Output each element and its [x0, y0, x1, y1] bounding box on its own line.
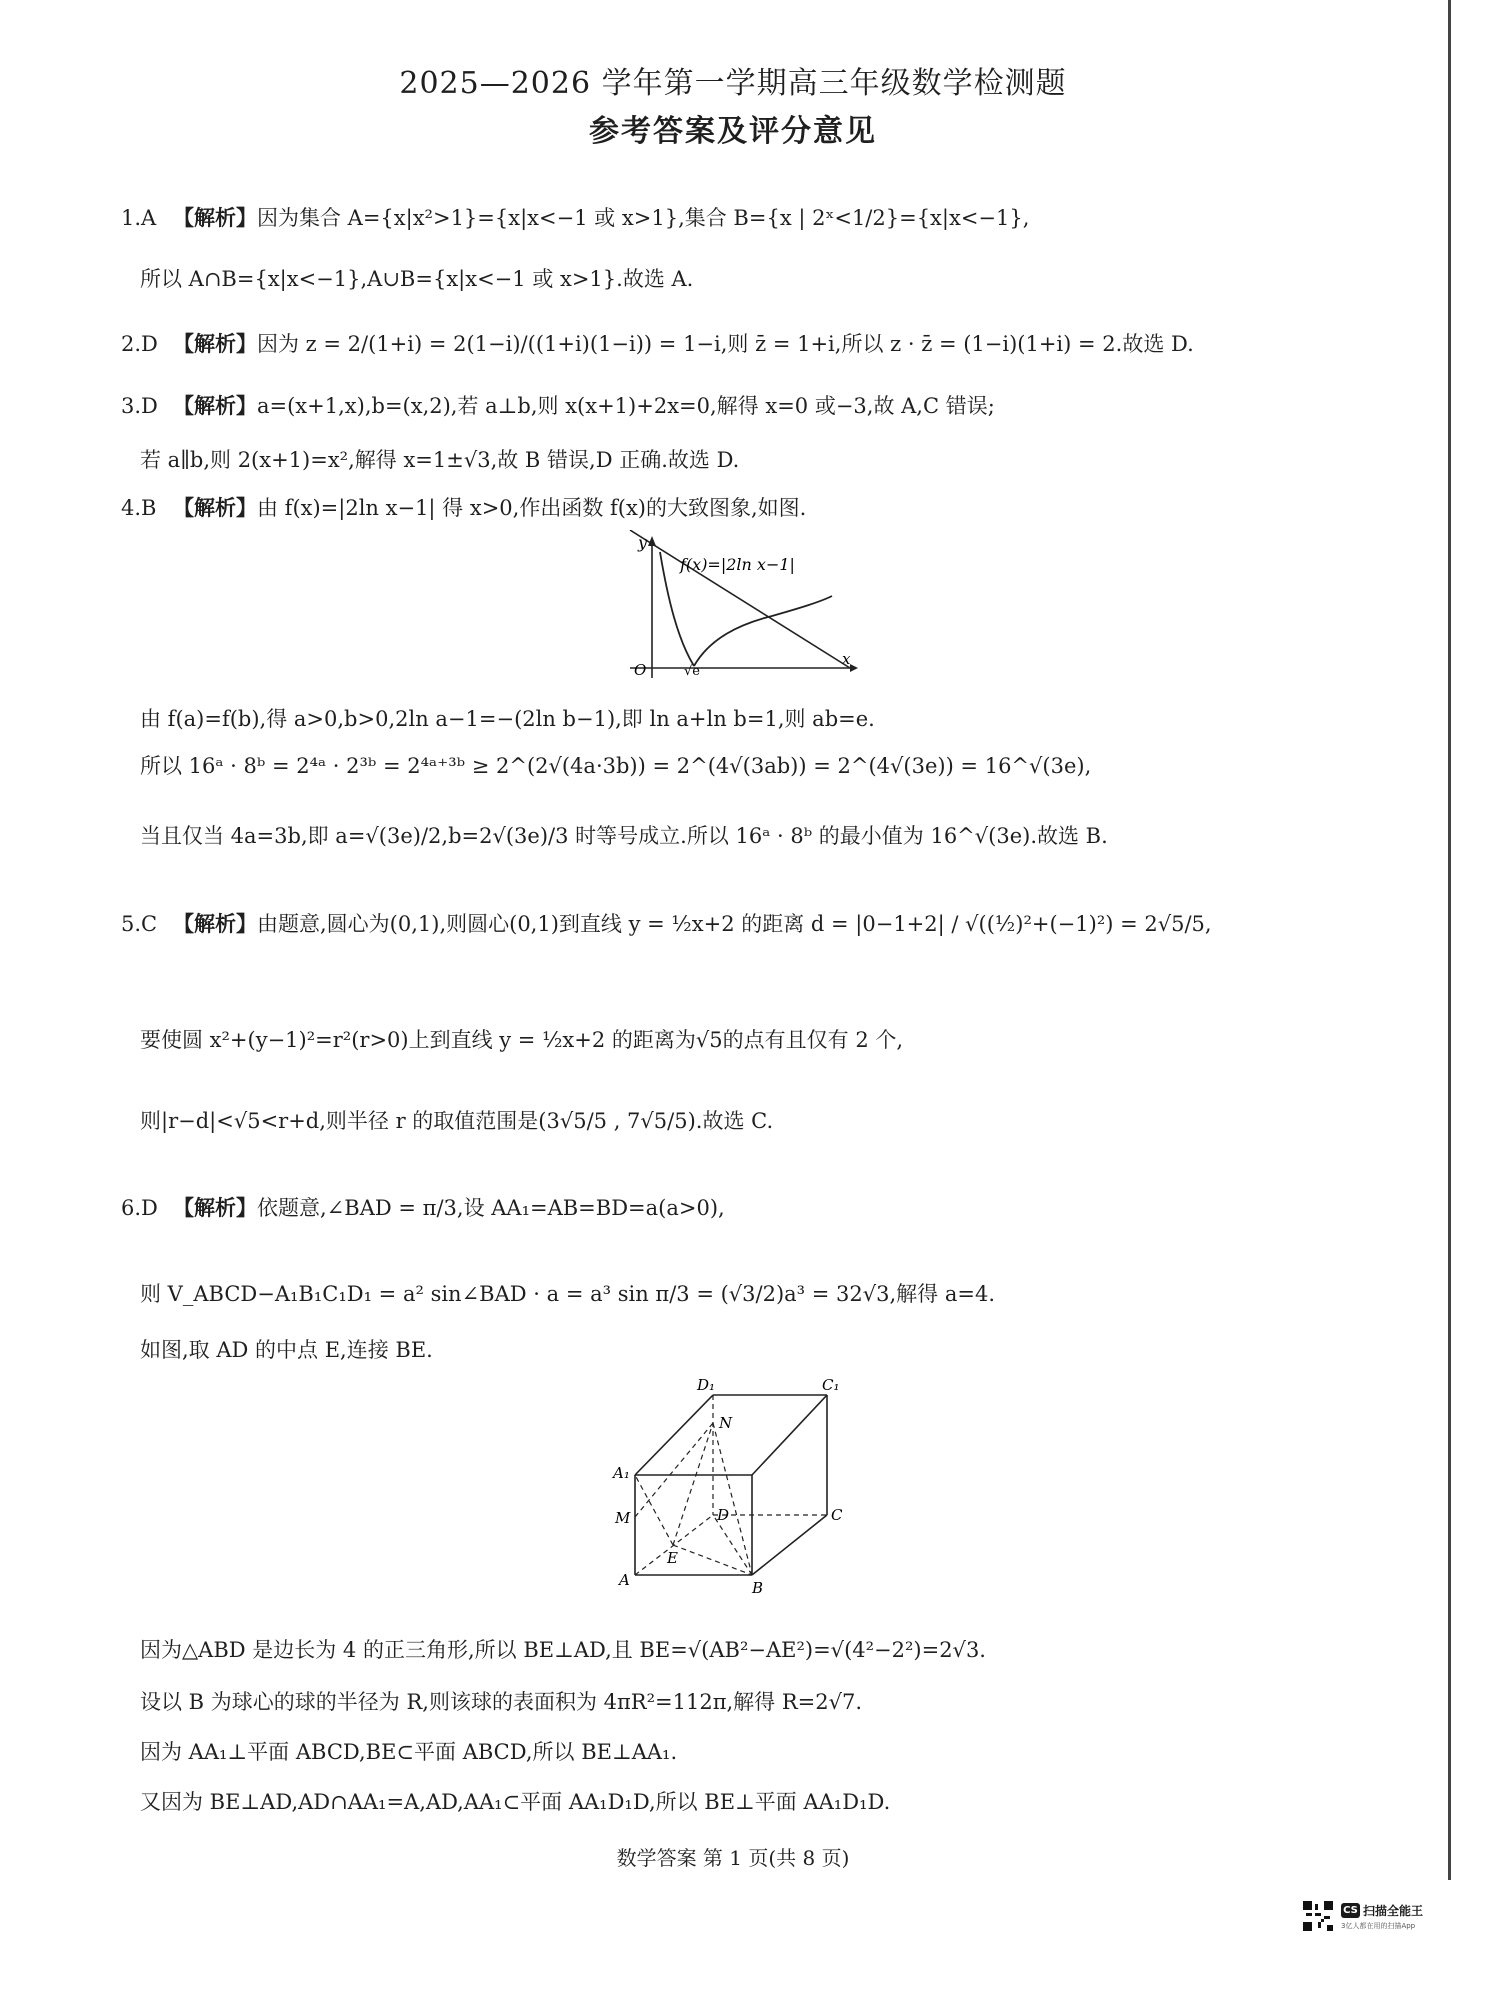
page-edge: [1448, 0, 1451, 1880]
edge-B1C1: [752, 1395, 827, 1475]
x-axis-arrow: [850, 664, 858, 672]
segment-BE: [673, 1545, 752, 1575]
analysis-tag: 【解析】: [173, 495, 257, 520]
page-title: 2025—2026 学年第一学期高三年级数学检测题: [399, 66, 1067, 101]
x-axis-label: x: [842, 650, 851, 668]
segment-BD: [713, 1515, 752, 1575]
segment-MN: [635, 1423, 713, 1517]
answer-6-line-2: 则 V_ABCD−A₁B₁C₁D₁ = a² sin∠BAD · a = a³ sin π/3 = (√3/2)a³ = 32√3,解得 a=4.: [140, 1282, 996, 1306]
answer-6-line-1: [121, 1194, 725, 1222]
answer-2-line-1: [121, 330, 1194, 358]
answer-text: 因为集合 A={x|x²>1}={x|x<−1 或 x>1},集合 B={x | 2ˣ<1/2}={x|x<−1},: [257, 206, 1030, 230]
answer-4-line-1: [121, 494, 806, 522]
answer-3-line-2: 若 a∥b,则 2(x+1)=x²,解得 x=1±√3,故 B 错误,D 正确.故选 D.: [140, 448, 740, 472]
analysis-tag: 【解析】: [173, 205, 257, 230]
answer-4-line-2: 由 f(a)=f(b),得 a>0,b>0,2ln a−1=−(2ln b−1),即 ln a+ln b=1,则 ab=e.: [140, 707, 875, 731]
curve-right-branch: [694, 596, 832, 666]
qr-code-icon: [1303, 1901, 1333, 1931]
edge-A1D1: [635, 1395, 713, 1475]
answer-6-line-7: 又因为 BE⊥AD,AD∩AA₁=A,AD,AA₁⊂平面 AA₁D₁D,所以 BE⊥平面 AA₁D₁D.: [140, 1790, 891, 1814]
answer-number: 6.D: [121, 1196, 158, 1220]
function-graph-figure: [620, 530, 860, 680]
function-label: f(x)=|2ln x−1|: [680, 555, 795, 574]
answer-6-line-5: 设以 B 为球心的球的半径为 R,则该球的表面积为 4πR²=112π,解得 R=2√7.: [140, 1690, 863, 1714]
y-axis-label: y: [638, 533, 648, 552]
label-M: M: [615, 1509, 631, 1527]
label-N: N: [719, 1414, 733, 1432]
y-axis-arrow: [648, 536, 656, 546]
analysis-tag: 【解析】: [173, 911, 257, 936]
page-footer: 数学答案 第 1 页(共 8 页): [616, 1846, 850, 1870]
answer-1-line-2: 所以 A∩B={x|x<−1},A∪B={x|x<−1 或 x>1}.故选 A.: [140, 267, 694, 291]
prism-figure: [605, 1375, 865, 1600]
answer-number: 3.D: [121, 394, 158, 418]
answer-number: 1.A: [121, 206, 157, 230]
answer-3-line-1: [121, 392, 995, 420]
label-D: D: [717, 1506, 730, 1524]
scanner-tagline: 3亿人都在用的扫描App: [1341, 1922, 1416, 1930]
label-A: A: [619, 1571, 630, 1589]
answer-text: 由题意,圆心为(0,1),则圆心(0,1)到直线 y = ½x+2 的距离 d = |0−1+2| / √((½)²+(−1)²) = 2√5/5,: [257, 912, 1212, 936]
answer-6-line-6: 因为 AA₁⊥平面 ABCD,BE⊂平面 ABCD,所以 BE⊥AA₁.: [140, 1740, 678, 1764]
answer-1-line-1: [121, 204, 1029, 232]
answer-text: 由 f(x)=|2ln x−1| 得 x>0,作出函数 f(x)的大致图象,如图.: [257, 496, 807, 520]
analysis-tag: 【解析】: [173, 1195, 257, 1220]
answer-6-line-4: 因为△ABD 是边长为 4 的正三角形,所以 BE⊥AD,且 BE=√(AB²−AE²)=√(4²−2²)=2√3.: [140, 1638, 986, 1662]
page-subtitle: 参考答案及评分意见: [589, 114, 877, 149]
analysis-tag: 【解析】: [173, 393, 257, 418]
answer-6-line-3: 如图,取 AD 的中点 E,连接 BE.: [140, 1338, 433, 1362]
answer-text: 依题意,∠BAD = π/3,设 AA₁=AB=BD=a(a>0),: [257, 1196, 725, 1220]
answer-5-line-1: [121, 910, 1212, 938]
analysis-tag: 【解析】: [173, 331, 257, 356]
answer-4-line-3: 所以 16ᵃ · 8ᵇ = 2⁴ᵃ · 2³ᵇ = 2⁴ᵃ⁺³ᵇ ≥ 2^(2√(4a·3b)) = 2^(4√(3ab)) = 2^(4√(3e)) = 16^√(3e),: [140, 754, 1092, 778]
label-B: B: [752, 1579, 764, 1597]
answer-number: 4.B: [121, 496, 157, 520]
answer-5-line-3: 则|r−d|<√5<r+d,则半径 r 的取值范围是(3√5/5 , 7√5/5).故选 C.: [140, 1109, 774, 1133]
segment-NB: [713, 1423, 752, 1575]
scanner-logo-icon: CS: [1341, 1903, 1360, 1918]
answer-number: 2.D: [121, 332, 158, 356]
answer-4-line-4: 当且仅当 4a=3b,即 a=√(3e)/2,b=2√(3e)/3 时等号成立.所以 16ᵃ · 8ᵇ 的最小值为 16^√(3e).故选 B.: [140, 824, 1108, 848]
answer-number: 5.C: [121, 912, 158, 936]
label-C1: C₁: [822, 1376, 840, 1394]
origin-label: O: [634, 661, 647, 679]
scanner-app-name: 扫描全能王: [1363, 1904, 1424, 1918]
edge-BC: [752, 1515, 827, 1575]
answer-text: 因为 z = 2/(1+i) = 2(1−i)/((1+i)(1−i)) = 1−i,则 z̄ = 1+i,所以 z · z̄ = (1−i)(1+i) = 2.故选 D.: [257, 332, 1194, 356]
label-C: C: [831, 1506, 843, 1524]
label-E: E: [667, 1549, 678, 1567]
x-axis: [630, 530, 850, 668]
label-A1: A₁: [613, 1464, 630, 1482]
label-D1: D₁: [697, 1376, 716, 1394]
root-label: √e: [684, 664, 700, 679]
segment-EN: [673, 1423, 713, 1545]
answer-text: a=(x+1,x),b=(x,2),若 a⊥b,则 x(x+1)+2x=0,解得 x=0 或−3,故 A,C 错误;: [257, 394, 995, 418]
answer-5-line-2: 要使圆 x²+(y−1)²=r²(r>0)上到直线 y = ½x+2 的距离为√5的点有且仅有 2 个,: [140, 1028, 904, 1052]
